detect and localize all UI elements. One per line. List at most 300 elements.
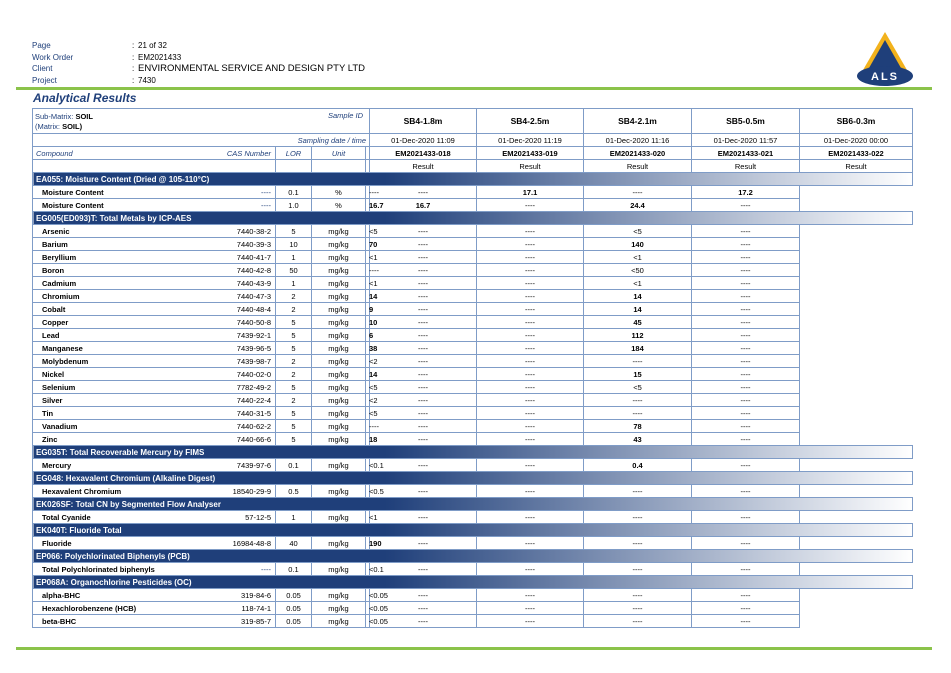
- unit-value: %: [312, 199, 366, 212]
- unit-value: mg/kg: [312, 238, 366, 251]
- result-value: ----: [477, 368, 584, 381]
- result-value: 190: [366, 537, 370, 550]
- cas-number: 7440-41-7: [236, 252, 271, 262]
- result-value: <5: [366, 381, 370, 394]
- sample-id: SB6-0.3m: [800, 109, 913, 134]
- result-value: <1: [366, 511, 370, 524]
- cas-number: 7440-66-6: [236, 434, 271, 444]
- unit-value: mg/kg: [312, 264, 366, 277]
- result-value: ----: [477, 459, 584, 472]
- compound-cell: [33, 238, 276, 251]
- lab-id: EM2021433-021: [692, 147, 800, 160]
- table-row: [33, 381, 913, 394]
- table-row: [33, 316, 913, 329]
- unit-value: mg/kg: [312, 316, 366, 329]
- compound-name: Mercury: [42, 460, 72, 470]
- result-value: ----: [584, 563, 692, 576]
- compound-cell: [33, 303, 276, 316]
- result-value: ----: [692, 225, 800, 238]
- result-value: ----: [584, 615, 692, 628]
- result-label: Result: [800, 160, 913, 173]
- header-colon: :: [132, 64, 135, 74]
- result-value: ----: [692, 251, 800, 264]
- lab-id: EM2021433-019: [477, 147, 584, 160]
- compound-cell: [33, 225, 276, 238]
- unit-value: mg/kg: [312, 433, 366, 446]
- result-value: <5: [366, 225, 370, 238]
- compound-cell: [33, 329, 276, 342]
- sample-id: SB4-2.1m: [584, 109, 692, 134]
- result-value: ----: [477, 199, 584, 212]
- header-field-value: EM2021433: [138, 52, 182, 62]
- result-label: Result: [692, 160, 800, 173]
- section-header: [33, 212, 913, 225]
- compound-cell: [33, 264, 276, 277]
- sample-id: SB4-2.5m: [477, 109, 584, 134]
- table-row: [33, 602, 913, 615]
- result-label: Result: [584, 160, 692, 173]
- table-row: [33, 589, 913, 602]
- result-value: ----: [692, 238, 800, 251]
- compound-cell: [33, 342, 276, 355]
- result-value: ----: [370, 342, 477, 355]
- compound-cell: [33, 615, 276, 628]
- result-value: ----: [370, 537, 477, 550]
- sampling-label: Sampling date / time: [33, 134, 370, 147]
- cas-number: 7440-02-0: [236, 369, 271, 379]
- compound-name: Total Polychlorinated biphenyls: [42, 564, 155, 574]
- header-colon: :: [132, 75, 135, 85]
- result-value: ----: [692, 368, 800, 381]
- matrix-value: SOIL): [62, 122, 83, 131]
- section-header: [33, 498, 913, 511]
- header-field: [32, 52, 365, 64]
- cas-number: 7782-49-2: [236, 382, 271, 392]
- submatrix-block: [35, 112, 93, 132]
- lab-id: EM2021433-018: [370, 147, 477, 160]
- result-value: <1: [366, 251, 370, 264]
- result-value: <5: [584, 381, 692, 394]
- unit-value: mg/kg: [312, 589, 366, 602]
- section-title: EP068A: Organochlorine Pesticides (OC): [33, 576, 913, 589]
- result-value: ----: [477, 303, 584, 316]
- result-value: 14: [584, 290, 692, 303]
- compound-cell: [33, 290, 276, 303]
- table-row: [33, 537, 913, 550]
- result-value: 45: [584, 316, 692, 329]
- result-value: ----: [370, 316, 477, 329]
- result-value: ----: [477, 602, 584, 615]
- result-value: ----: [477, 485, 584, 498]
- blank-cell: [312, 160, 366, 173]
- lor-value: 0.5: [276, 485, 312, 498]
- result-value: ----: [584, 407, 692, 420]
- table-row: [33, 563, 913, 576]
- compound-name: Manganese: [42, 343, 83, 353]
- header-field-value: 7430: [138, 75, 156, 85]
- result-value: ----: [370, 602, 477, 615]
- result-value: 14: [366, 368, 370, 381]
- table-row: [33, 264, 913, 277]
- sample-date: 01-Dec-2020 11:19: [477, 134, 584, 147]
- compound-name: Selenium: [42, 382, 76, 392]
- table-row: [33, 615, 913, 628]
- result-value: 9: [366, 303, 370, 316]
- compound-name: Tin: [42, 408, 54, 418]
- result-value: ----: [477, 355, 584, 368]
- compound-name: Lead: [42, 330, 60, 340]
- result-value: ----: [366, 264, 370, 277]
- lor-value: 1: [276, 277, 312, 290]
- result-value: ----: [477, 615, 584, 628]
- sample-id-row: [33, 109, 913, 134]
- cas-number: 7440-39-3: [236, 239, 271, 249]
- result-value: ----: [477, 251, 584, 264]
- result-value: ----: [692, 602, 800, 615]
- logo-text: ALS: [871, 71, 899, 83]
- result-value: ----: [584, 511, 692, 524]
- lor-value: 1: [276, 251, 312, 264]
- unit-header: Unit: [312, 147, 366, 160]
- lab-id: EM2021433-020: [584, 147, 692, 160]
- result-value: <5: [584, 225, 692, 238]
- header-field: [32, 63, 365, 75]
- result-value: ----: [692, 355, 800, 368]
- result-value: ----: [370, 459, 477, 472]
- compound-cell: [33, 511, 276, 524]
- result-value: ----: [692, 537, 800, 550]
- result-value: ----: [584, 589, 692, 602]
- result-value: ----: [692, 407, 800, 420]
- header-field-value: 21 of 32: [138, 41, 167, 50]
- lor-value: 5: [276, 225, 312, 238]
- result-value: ----: [370, 290, 477, 303]
- result-value: ----: [477, 407, 584, 420]
- lor-value: 10: [276, 238, 312, 251]
- sample-date: 01-Dec-2020 11:16: [584, 134, 692, 147]
- result-value: ----: [370, 394, 477, 407]
- section-header: [33, 446, 913, 459]
- compound-name: Copper: [42, 317, 69, 327]
- lor-value: 1.0: [276, 199, 312, 212]
- compound-name: Nickel: [42, 369, 65, 379]
- result-value: ----: [477, 511, 584, 524]
- result-value: ----: [692, 511, 800, 524]
- cas-number: 7440-43-9: [236, 278, 271, 288]
- unit-value: mg/kg: [312, 303, 366, 316]
- result-value: ----: [692, 342, 800, 355]
- lor-value: 0.1: [276, 459, 312, 472]
- header-field-label: Project: [32, 75, 57, 85]
- sample-id: SB4-1.8m: [370, 109, 477, 134]
- result-value: 70: [366, 238, 370, 251]
- cas-number: 7439-97-6: [236, 460, 271, 470]
- result-value: 24.4: [584, 199, 692, 212]
- header-field-label: Page: [32, 41, 51, 50]
- compound-cell: [33, 355, 276, 368]
- result-value: ----: [477, 394, 584, 407]
- lor-value: 5: [276, 381, 312, 394]
- result-label: Result: [477, 160, 584, 173]
- table-row: [33, 329, 913, 342]
- result-value: ----: [692, 277, 800, 290]
- header-field-value: ENVIRONMENTAL SERVICE AND DESIGN PTY LTD: [138, 63, 365, 75]
- table-row: [33, 277, 913, 290]
- lor-value: 2: [276, 394, 312, 407]
- compound-cell: [33, 420, 276, 433]
- result-label: Result: [370, 160, 477, 173]
- table-row: [33, 225, 913, 238]
- cas-number: 7439-96-5: [236, 343, 271, 353]
- result-value: ----: [370, 381, 477, 394]
- result-value: ----: [584, 186, 692, 199]
- table-row: [33, 290, 913, 303]
- result-value: ----: [692, 394, 800, 407]
- cas-number: 57-12-5: [245, 512, 271, 522]
- result-value: 6: [366, 329, 370, 342]
- result-value: 14: [366, 290, 370, 303]
- result-value: ----: [370, 355, 477, 368]
- compound-name: Vanadium: [42, 421, 78, 431]
- unit-value: mg/kg: [312, 485, 366, 498]
- result-value: <2: [366, 394, 370, 407]
- cas-number: 7440-42-8: [236, 265, 271, 275]
- section-header: [33, 550, 913, 563]
- unit-value: mg/kg: [312, 615, 366, 628]
- cas-number: 7440-48-4: [236, 304, 271, 314]
- result-value: ----: [477, 563, 584, 576]
- section-title: EA055: Moisture Content (Dried @ 105-110°C): [33, 173, 913, 186]
- unit-value: mg/kg: [312, 407, 366, 420]
- section-title: EK026SF: Total CN by Segmented Flow Analyser: [33, 498, 913, 511]
- lor-value: 5: [276, 316, 312, 329]
- compound-name: Barium: [42, 239, 68, 249]
- lor-value: 0.05: [276, 602, 312, 615]
- result-value: ----: [370, 589, 477, 602]
- section-title: EK040T: Fluoride Total: [33, 524, 913, 537]
- table-row: [33, 199, 913, 212]
- compound-name: Beryllium: [42, 252, 77, 262]
- result-value: ----: [370, 511, 477, 524]
- compound-cell: [33, 537, 276, 550]
- unit-value: mg/kg: [312, 225, 366, 238]
- cas-number: 7440-47-3: [236, 291, 271, 301]
- result-value: 0.4: [584, 459, 692, 472]
- result-value: ----: [370, 420, 477, 433]
- compound-name: Boron: [42, 265, 65, 275]
- header-colon: :: [132, 41, 135, 50]
- compound-name: Silver: [42, 395, 63, 405]
- lor-value: 2: [276, 290, 312, 303]
- compound-name: Hexavalent Chromium: [42, 486, 122, 496]
- lor-value: 0.05: [276, 615, 312, 628]
- column-header-row: [33, 147, 913, 160]
- result-value: 15: [584, 368, 692, 381]
- table-row: [33, 251, 913, 264]
- result-value: 17.2: [692, 186, 800, 199]
- compound-header: [33, 147, 276, 160]
- result-value: ----: [370, 264, 477, 277]
- result-value: <50: [584, 264, 692, 277]
- result-value: 78: [584, 420, 692, 433]
- result-value: ----: [477, 264, 584, 277]
- sampling-date-row: [33, 134, 913, 147]
- submatrix-value: SOIL: [75, 112, 93, 121]
- bottom-rule: [16, 647, 932, 650]
- compound-name: alpha-BHC: [42, 590, 81, 600]
- lor-value: 2: [276, 303, 312, 316]
- table-row: [33, 303, 913, 316]
- compound-name: Fluoride: [42, 538, 72, 548]
- table-row: [33, 459, 913, 472]
- cas-number: 7439-98-7: [236, 356, 271, 366]
- table-row: [33, 485, 913, 498]
- lor-value: 5: [276, 433, 312, 446]
- unit-value: mg/kg: [312, 381, 366, 394]
- unit-value: mg/kg: [312, 251, 366, 264]
- compound-cell: [33, 277, 276, 290]
- unit-value: mg/kg: [312, 602, 366, 615]
- unit-value: mg/kg: [312, 511, 366, 524]
- lor-value: 0.1: [276, 563, 312, 576]
- unit-value: mg/kg: [312, 459, 366, 472]
- result-value: ----: [477, 225, 584, 238]
- compound-cell: [33, 602, 276, 615]
- result-value: ----: [477, 342, 584, 355]
- result-value: ----: [692, 485, 800, 498]
- compound-name: Cobalt: [42, 304, 66, 314]
- sample-date: 01-Dec-2020 11:09: [370, 134, 477, 147]
- result-value: ----: [370, 433, 477, 446]
- table-row: [33, 186, 913, 199]
- result-value: ----: [692, 615, 800, 628]
- result-value: ----: [692, 290, 800, 303]
- section-header: [33, 524, 913, 537]
- compound-cell: [33, 186, 276, 199]
- report-header: [32, 40, 365, 86]
- result-value: 16.7: [370, 199, 477, 212]
- als-logo-icon: [855, 30, 915, 88]
- result-value: ----: [477, 329, 584, 342]
- unit-value: mg/kg: [312, 394, 366, 407]
- sample-id-label: Sample ID: [327, 111, 363, 120]
- result-value: ----: [477, 589, 584, 602]
- result-value: 16.7: [366, 199, 370, 212]
- result-value: ----: [692, 563, 800, 576]
- cas-label: CAS Number: [226, 148, 271, 158]
- result-value: 38: [366, 342, 370, 355]
- cas-number: 319-84-6: [240, 590, 271, 600]
- result-value: ----: [366, 186, 370, 199]
- result-value: ----: [584, 537, 692, 550]
- compound-cell: [33, 394, 276, 407]
- result-value: <1: [584, 251, 692, 264]
- cas-number: 118-74-1: [241, 603, 271, 613]
- header-field: [32, 75, 365, 87]
- compound-cell: [33, 381, 276, 394]
- result-value: ----: [692, 199, 800, 212]
- compound-cell: [33, 407, 276, 420]
- compound-label: Compound: [36, 148, 73, 158]
- result-value: ----: [692, 433, 800, 446]
- table-row: [33, 368, 913, 381]
- lor-value: 40: [276, 537, 312, 550]
- sample-date: 01-Dec-2020 11:57: [692, 134, 800, 147]
- result-value: ----: [370, 225, 477, 238]
- compound-name: Moisture Content: [42, 200, 104, 210]
- result-value: ----: [477, 420, 584, 433]
- result-value: <2: [366, 355, 370, 368]
- sample-id: SB5-0.5m: [692, 109, 800, 134]
- cas-number: 7440-31-5: [236, 408, 271, 418]
- result-value: <0.1: [366, 563, 370, 576]
- table-row: [33, 342, 913, 355]
- unit-value: mg/kg: [312, 368, 366, 381]
- result-value: ----: [370, 407, 477, 420]
- unit-value: mg/kg: [312, 342, 366, 355]
- blank-cell: [276, 160, 312, 173]
- result-value: <0.05: [366, 589, 370, 602]
- result-value: ----: [370, 563, 477, 576]
- result-value: <0.5: [366, 485, 370, 498]
- result-value: <0.05: [366, 615, 370, 628]
- unit-value: mg/kg: [312, 329, 366, 342]
- result-value: ----: [692, 329, 800, 342]
- result-value: 18: [366, 433, 370, 446]
- lor-value: 5: [276, 407, 312, 420]
- cas-number: 18540-29-9: [232, 486, 271, 496]
- result-value: ----: [692, 589, 800, 602]
- result-value: ----: [692, 316, 800, 329]
- result-value: <1: [366, 277, 370, 290]
- top-rule: [16, 87, 932, 90]
- compound-name: Chromium: [42, 291, 80, 301]
- compound-cell: [33, 433, 276, 446]
- compound-cell: [33, 251, 276, 264]
- table-row: [33, 420, 913, 433]
- result-value: ----: [370, 329, 477, 342]
- lor-value: 1: [276, 511, 312, 524]
- result-value: ----: [370, 238, 477, 251]
- compound-cell: [33, 563, 276, 576]
- result-value: ----: [370, 277, 477, 290]
- compound-cell: [33, 199, 276, 212]
- lor-value: 50: [276, 264, 312, 277]
- results-table: [32, 108, 913, 628]
- compound-name: Zinc: [42, 434, 58, 444]
- page-title: Analytical Results: [33, 91, 137, 105]
- header-field: [32, 40, 365, 52]
- table-row: [33, 394, 913, 407]
- compound-name: beta-BHC: [42, 616, 77, 626]
- compound-cell: [33, 589, 276, 602]
- cas-number: 7440-38-2: [236, 226, 271, 236]
- lor-value: 5: [276, 342, 312, 355]
- result-value: <0.1: [366, 459, 370, 472]
- result-value: 140: [584, 238, 692, 251]
- result-value: 43: [584, 433, 692, 446]
- result-value: 17.1: [477, 186, 584, 199]
- result-value: ----: [692, 459, 800, 472]
- result-value: ----: [692, 303, 800, 316]
- cas-number: 7440-50-8: [236, 317, 271, 327]
- lor-value: 5: [276, 329, 312, 342]
- section-title: EG035T: Total Recoverable Mercury by FIMS: [33, 446, 913, 459]
- cas-number: 16984-48-8: [232, 538, 271, 548]
- unit-value: mg/kg: [312, 277, 366, 290]
- result-value: ----: [370, 303, 477, 316]
- lor-value: 0.1: [276, 186, 312, 199]
